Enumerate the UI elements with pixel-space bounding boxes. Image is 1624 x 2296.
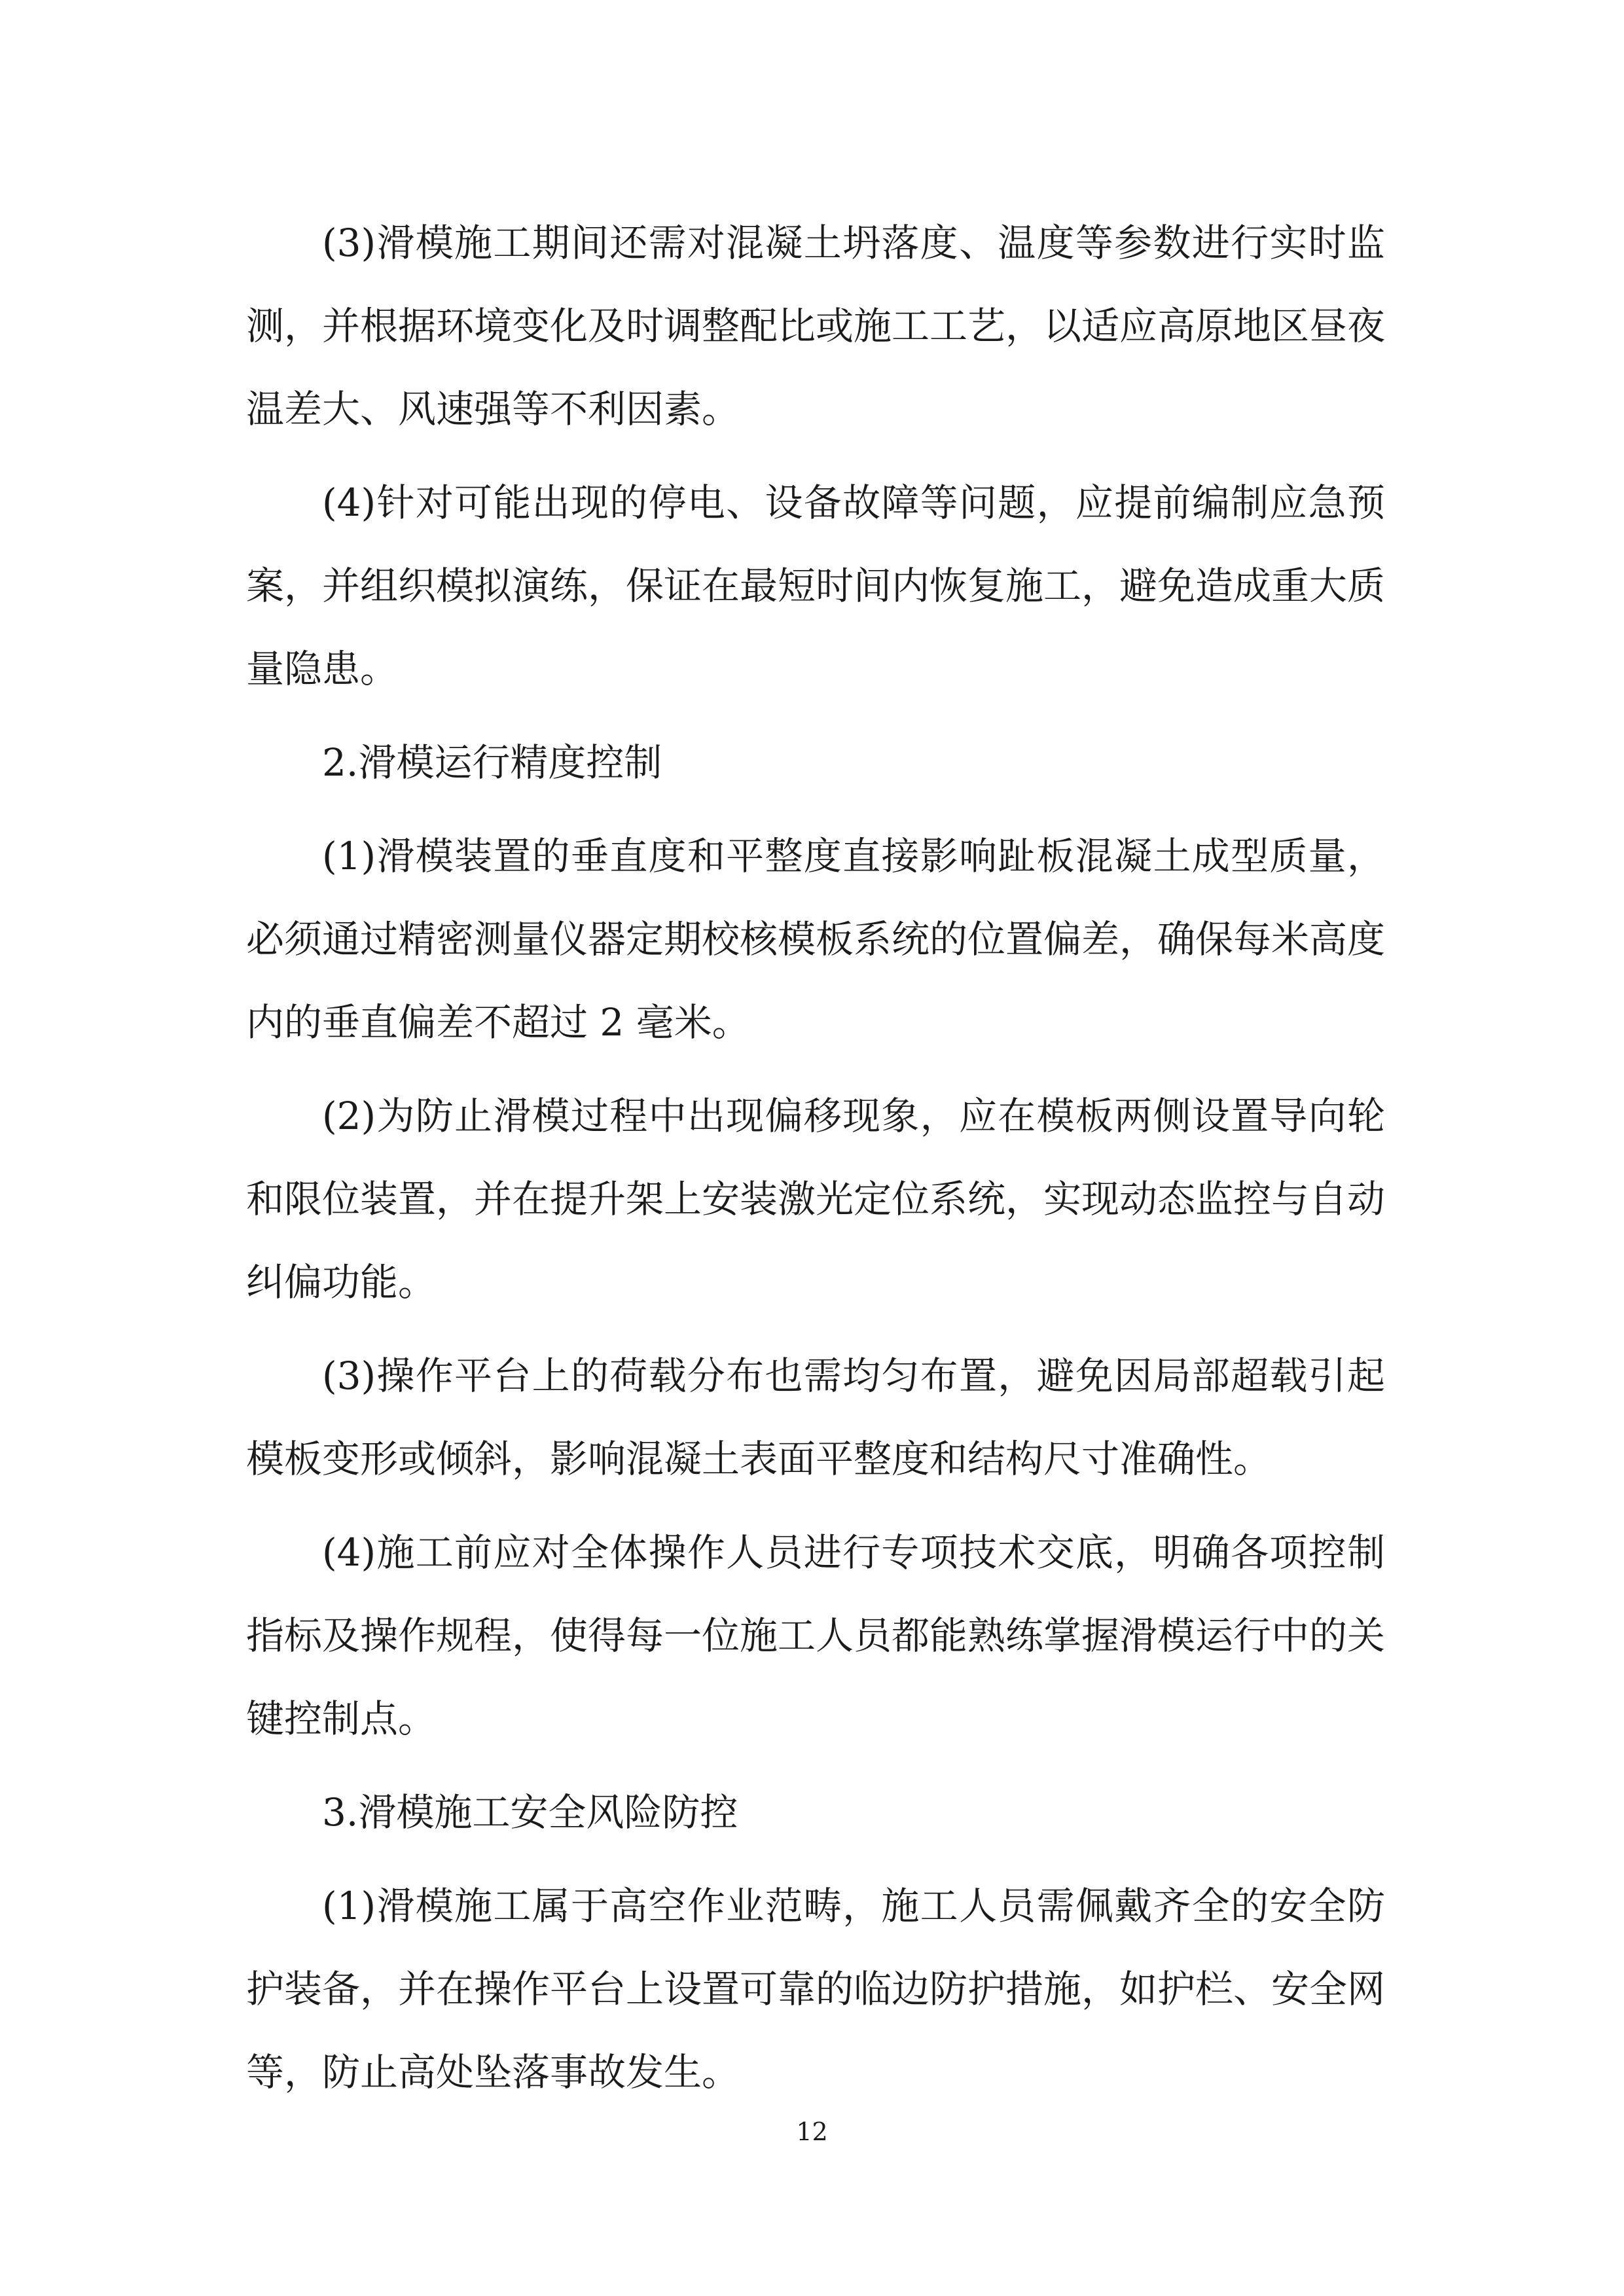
page-number: 12 [796, 2117, 828, 2146]
paragraph-4-technical-briefing: (4)施工前应对全体操作人员进行专项技术交底，明确各项控制指标及操作规程，使得每一位施工人员都能熟练掌握滑模运行中的关键控制点。 [246, 1530, 1386, 1741]
paragraph-2-deviation: (2)为防止滑模过程中出现偏移现象，应在模板两侧设置导向轮和限位装置，并在提升架上安装激光定位系统，实现动态监控与自动纠偏功能。 [246, 1094, 1386, 1304]
section-heading-3: 3.滑模施工安全风险防控 [322, 1790, 738, 1835]
paragraph-3-load-distribution: (3)操作平台上的荷载分布也需均匀布置，避免因局部超载引起模板变形或倾斜，影响混凝土表面平整度和结构尺寸准确性。 [246, 1354, 1385, 1481]
page-body [246, 202, 1385, 2125]
paragraph-1-verticality: (1)滑模装置的垂直度和平整度直接影响趾板混凝土成型质量，必须通过精密测量仪器定期校核模板系统的位置偏差，确保每米高度内的垂直偏差不超过 2 毫米。 [246, 834, 1386, 1045]
paragraph-4-emergency-plan: (4)针对可能出现的停电、设备故障等问题，应提前编制应急预案，并组织模拟演练，保证在最短时间内恢复施工，避免造成重大质量隐患。 [246, 480, 1386, 691]
paragraph-3-monitoring: (3)滑模施工期间还需对混凝土坍落度、温度等参数进行实时监测，并根据环境变化及时调整配比或施工工艺，以适应高原地区昼夜温差大、风速强等不利因素。 [246, 221, 1386, 431]
section-heading-2: 2.滑模运行精度控制 [322, 740, 662, 785]
paragraph-1-safety-protection: (1)滑模施工属于高空作业范畴，施工人员需佩戴齐全的安全防护装备，并在操作平台上设置可靠的临边防护措施，如护栏、安全网等，防止高处坠落事故发生。 [246, 1884, 1386, 2094]
